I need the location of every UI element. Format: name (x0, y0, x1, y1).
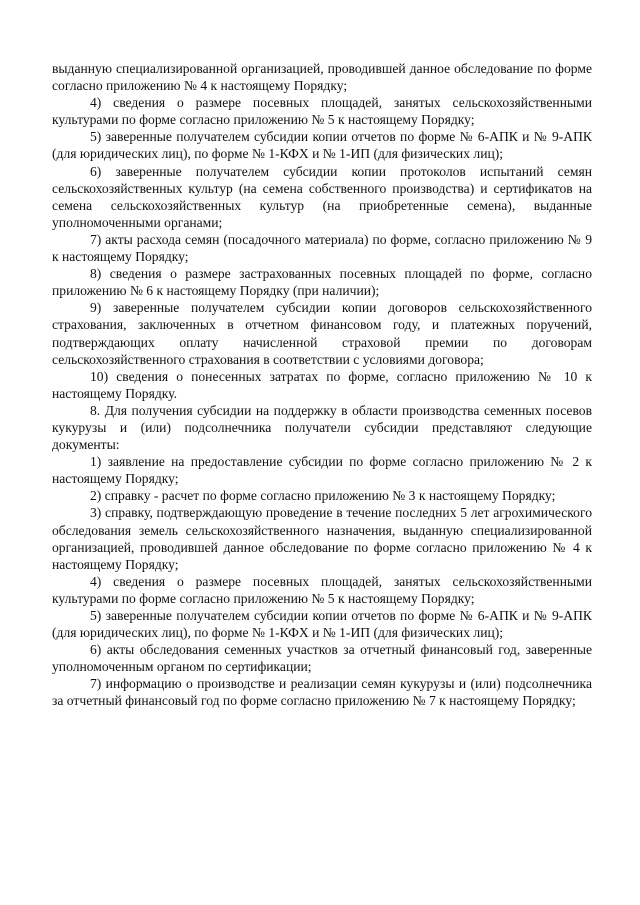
paragraph-5: 7) акты расхода семян (посадочного материала) по форме, согласно приложению № 9 к настоящему Порядку; (52, 231, 592, 265)
paragraph-15: 6) акты обследования семенных участков за отчетный финансовый год, заверенные уполномоченным органом по сертификации; (52, 642, 592, 675)
document-page (52, 60, 592, 710)
paragraph-11: 2) справку - расчет по форме согласно приложению № 3 к настоящему Порядку; (90, 488, 556, 504)
paragraph-4: 6) заверенные получателем субсидии копии протоколов испытаний семян сельскохозяйственных культур (на семена собственного производства) и сертификатов на семена сельскохозяйственных культур (на приобретенные семена), выданные уполномоченными органами; (52, 163, 592, 230)
paragraph-6: 8) сведения о размере застрахованных посевных площадей по форме, согласно приложению № 6 к настоящему Порядку (при наличии); (52, 266, 592, 299)
paragraph-3: 5) заверенные получателем субсидии копии отчетов по форме № 6-АПК и № 9-АПК (для юридических лиц), по форме № 1-КФХ и № 1-ИП (для физических лиц); (52, 129, 592, 162)
paragraph-1: выданную специализированной организацией, проводившей данное обследование по форме согласно приложению № 4 к настоящему Порядку; (52, 61, 592, 94)
paragraph-10: 1) заявление на предоставление субсидии по форме согласно приложению № 2 к настоящему Порядку; (52, 454, 592, 487)
paragraph-16: 7) информацию о производстве и реализации семян кукурузы и (или) подсолнечника за отчетный финансовый год по форме согласно приложению № 7 к настоящему Порядку; (52, 676, 592, 709)
paragraph-7: 9) заверенные получателем субсидии копии договоров сельскохозяйственного страхования, заключенных в отчетном финансовом году, и платежных поручений, подтверждающих оплату начисленной страховой премии по договорам сельскохозяйственного страхования в соответствии с условиями договора; (52, 300, 592, 367)
paragraph-2: 4) сведения о размере посевных площадей, занятых сельскохозяйственными культурами по форме согласно приложению № 5 к настоящему Порядку; (52, 95, 592, 128)
paragraph-13: 4) сведения о размере посевных площадей, занятых сельскохозяйственными культурами по форме согласно приложению № 5 к настоящему Порядку; (52, 573, 592, 606)
paragraph-9: 8. Для получения субсидии на поддержку в области производства семенных посевов кукурузы и (или) подсолнечника получатели субсидии представляют следующие документы: (52, 402, 592, 453)
paragraph-8: 10) сведения о понесенных затратах по форме, согласно приложению № 10 к настоящему Порядку. (52, 368, 592, 401)
paragraph-12: 3) справку, подтверждающую проведение в течение последних 5 лет агрохимического обследования земель сельскохозяйственного назначения, выданную специализированной организацией, проводившей данное обследование по форме согласно приложению № 4 к настоящему Порядку; (52, 505, 592, 572)
paragraph-14: 5) заверенные получателем субсидии копии отчетов по форме № 6-АПК и № 9-АПК (для юридических лиц), по форме № 1-КФХ и № 1-ИП (для физических лиц); (52, 608, 592, 641)
